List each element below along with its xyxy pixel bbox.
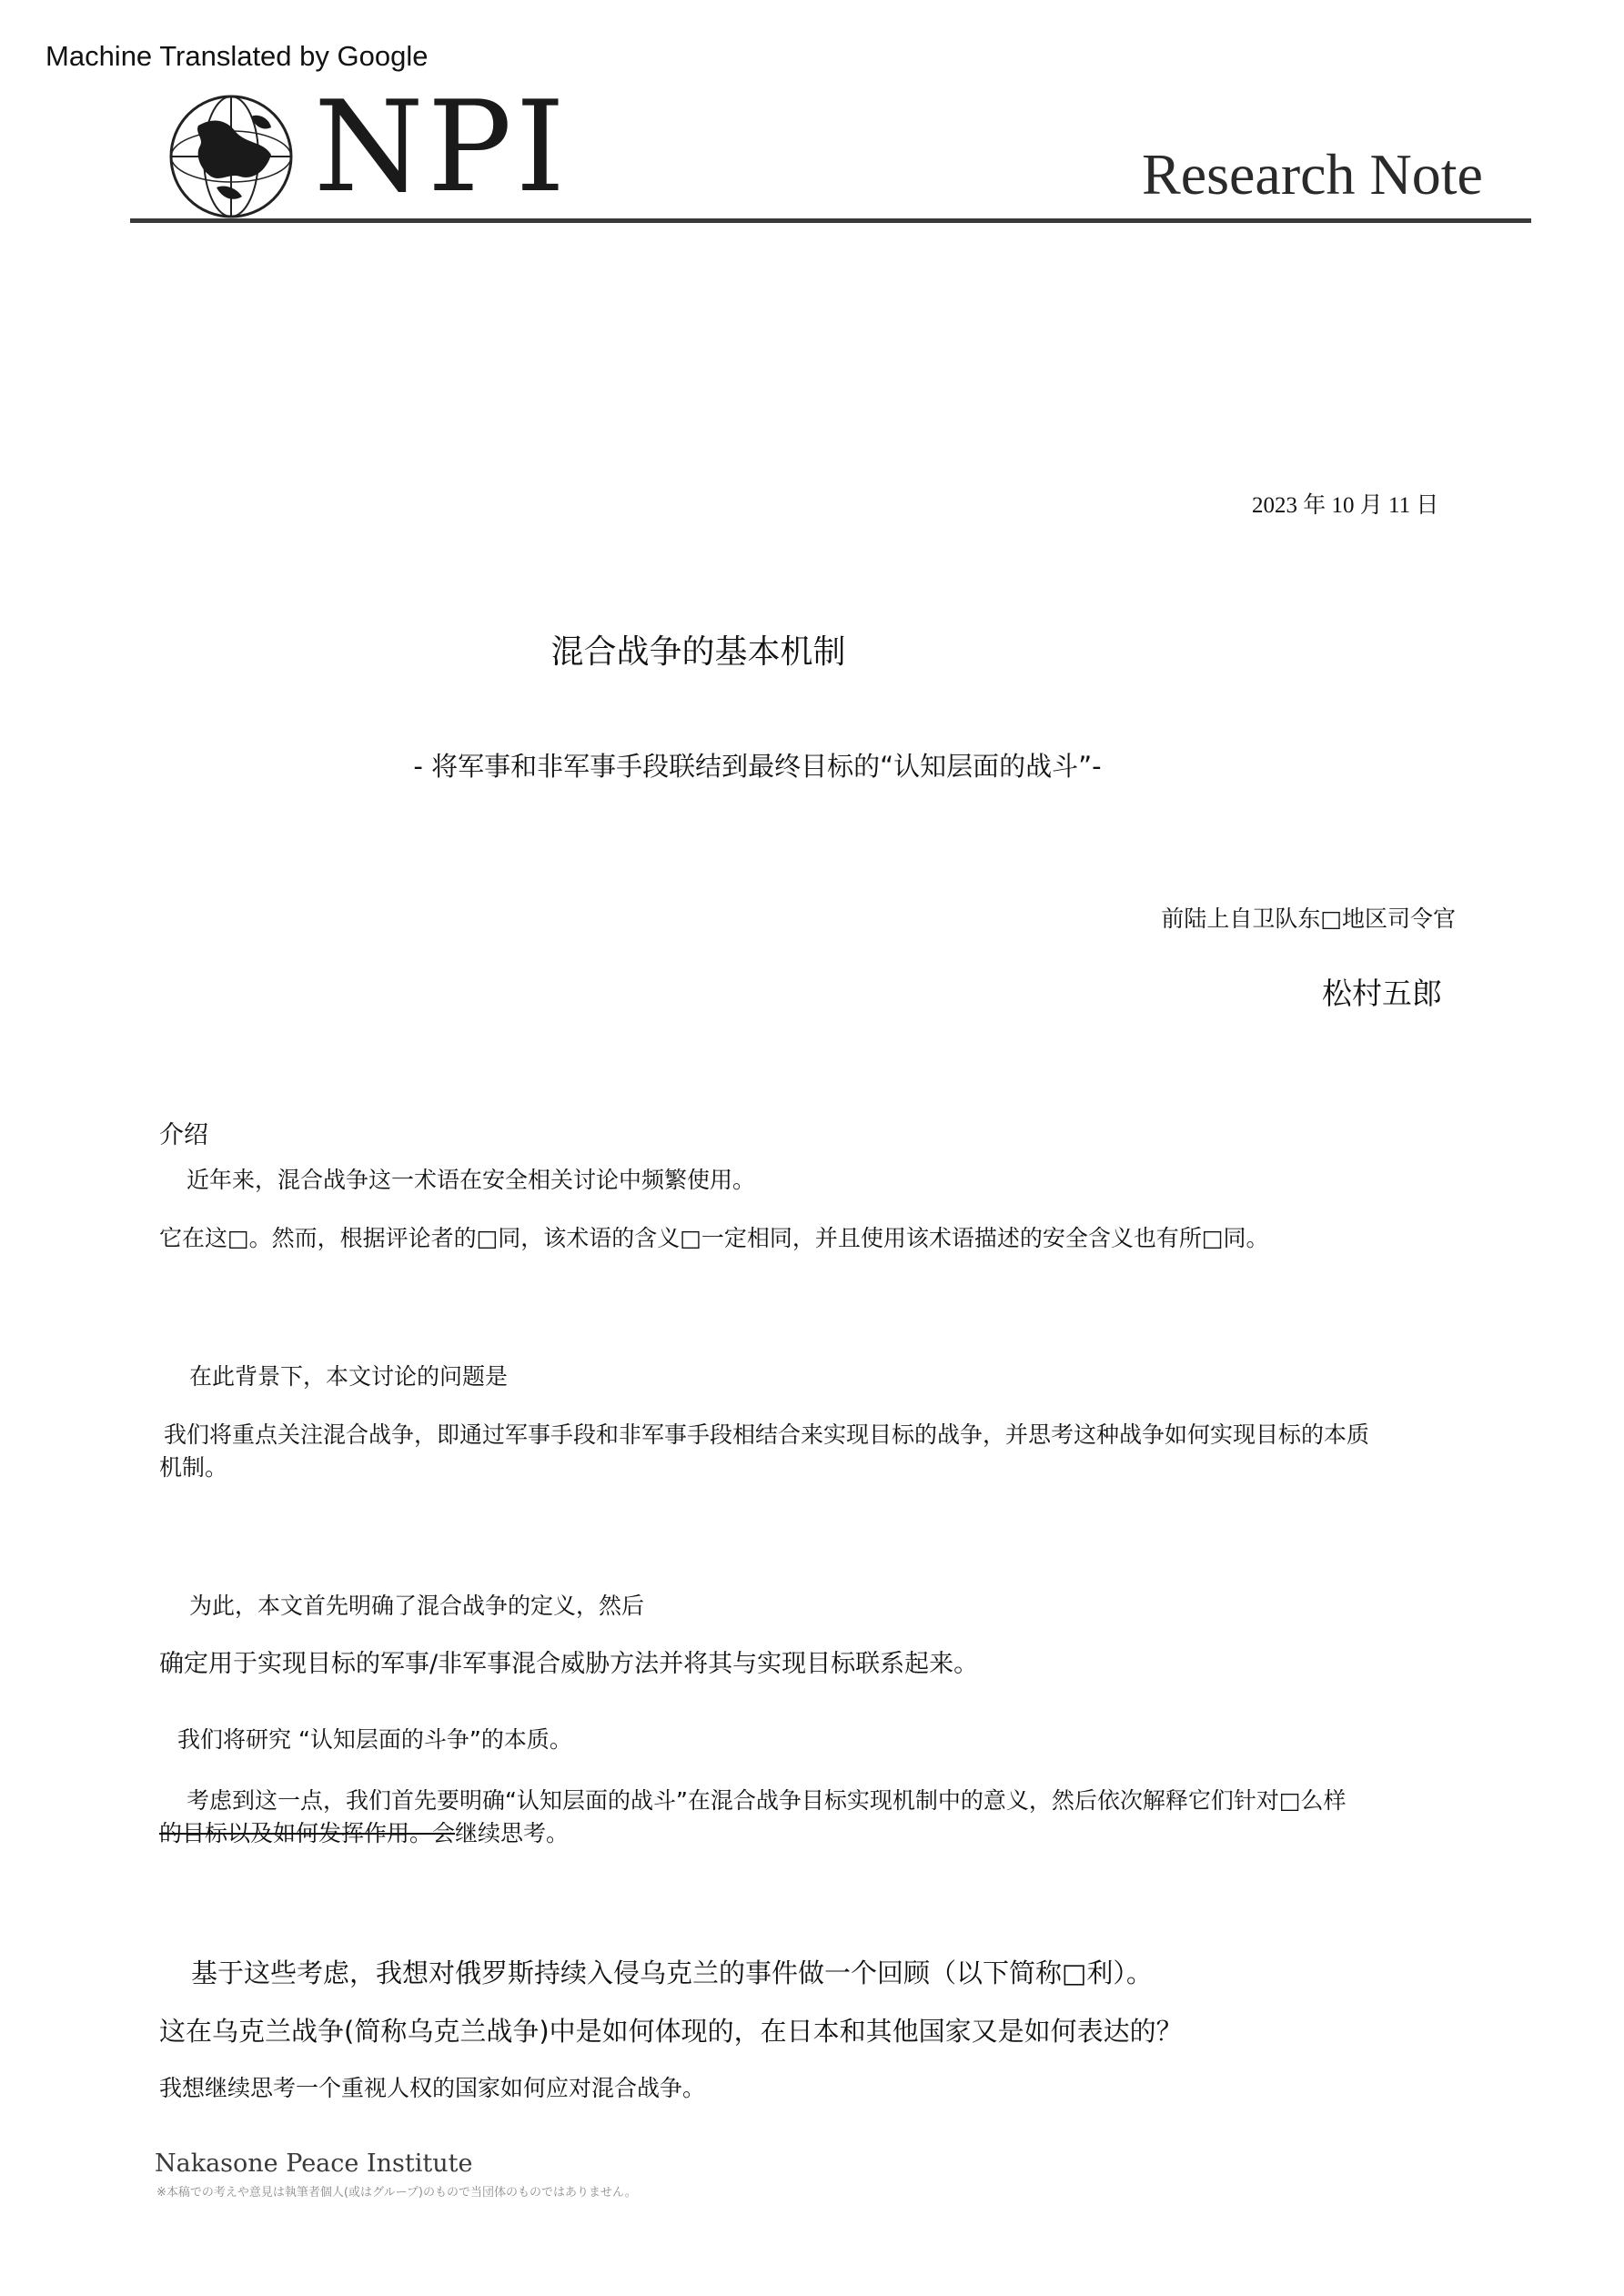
struck-text: 的目标以及如何发挥作用。会 [159,1820,456,1846]
paragraph-4-line-2: 机制。 [159,1454,228,1481]
date-month-unit: 月 [1359,491,1383,518]
paragraph-11: 我想继续思考一个重视人权的国家如何应对混合战争。 [159,2075,706,2101]
globe-icon [164,89,298,224]
paragraph-10: 这在乌克兰战争(简称乌克兰战争)中是如何体现的，在日本和其他国家又是如何表达的？ [159,2016,1183,2047]
document-title: 混合战争的基本机制 [550,633,846,671]
footer-disclaimer: ※本稿での考えや意見は執筆者個人(或はグループ)のもので当団体のものではありません。 [156,2186,637,2200]
header-divider [130,218,1531,223]
document-subtitle: - 将军事和非军事手段联结到最终目标的“认知层面的战斗”- [413,751,1102,782]
author-affiliation: 前陆上自卫队东□地区司令官 [1161,905,1456,932]
paragraph-8-tail: 继续思考。 [455,1820,570,1846]
date-day-unit: 日 [1416,491,1439,518]
date-day: 11 [1388,493,1411,518]
paragraph-3: 在此背景下，本文讨论的问题是 [189,1363,509,1390]
publication-date [1252,487,1438,520]
author-name: 松村五郎 [1322,976,1442,1011]
paragraph-9: 基于这些考虑，我想对俄罗斯持续入侵乌克兰的事件做一个回顾（以下简称□利）。 [191,1957,1153,1988]
npi-logo: NPI [314,74,570,220]
paragraph-2: 它在这□。然而，根据评论者的□同，该术语的含义□一定相同，并且使用该术语描述的安全含义也有所□同。 [159,1225,1269,1251]
paragraph-8-line-2 [159,1818,1451,1849]
section-heading-introduction: 介绍 [159,1121,208,1149]
paragraph-7: 我们将研究 “认知层面的斗争”的本质。 [177,1726,572,1753]
paragraph-6: 确定用于实现目标的军事/非军事混合威胁方法并将其与实现目标联系起来。 [159,1650,979,1678]
paragraph-5: 为此，本文首先明确了混合战争的定义，然后 [189,1593,645,1619]
date-year: 2023 [1252,493,1297,518]
footer-organization: Nakasone Peace Institute [155,2149,473,2178]
document-type-label: Research Note [1142,142,1483,207]
paragraph-1: 近年来，混合战争这一术语在安全相关讨论中频繁使用。 [187,1167,756,1193]
machine-translation-label: Machine Translated by Google [45,40,429,72]
paragraph-8-line-1: 考虑到这一点，我们首先要明确“认知层面的战斗”在混合战争目标实现机制中的意义，然后依次解释它们针对□么样 [187,1787,1347,1814]
paragraph-4-line-1: 我们将重点关注混合战争，即通过军事手段和非军事手段相结合来实现目标的战争，并思考这种战争如何实现目标的本质 [164,1421,1370,1448]
date-year-unit: 年 [1303,491,1326,518]
date-month: 10 [1331,493,1355,518]
